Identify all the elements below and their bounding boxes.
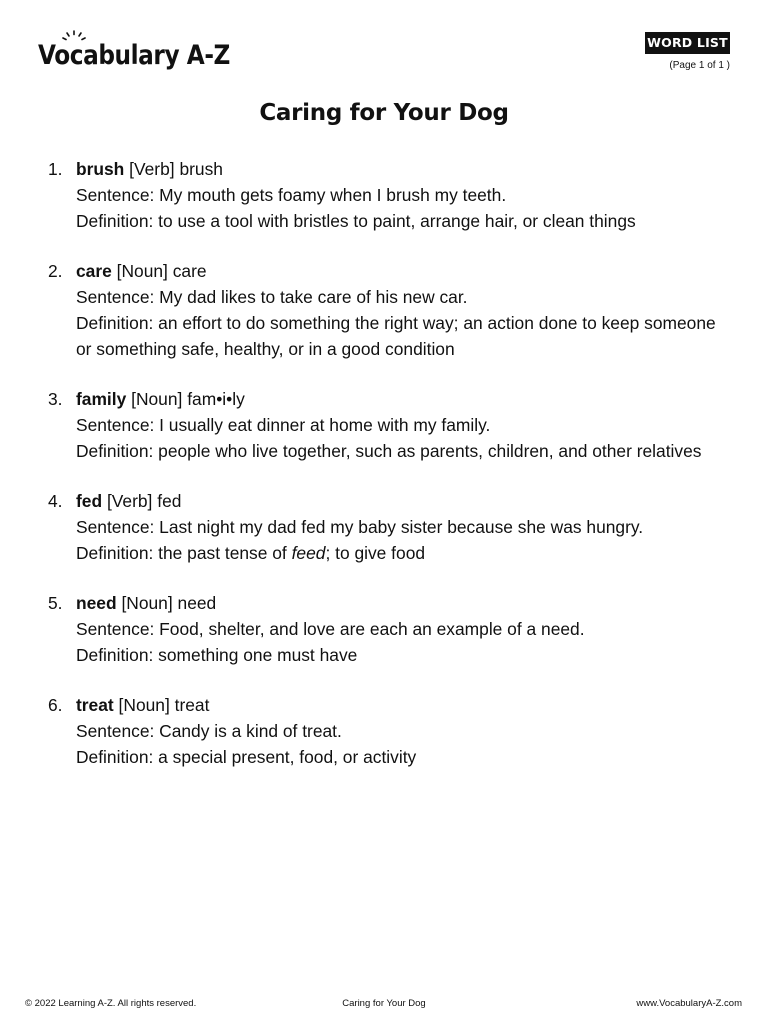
- definition-suffix: ; to give food: [325, 543, 426, 563]
- footer-website[interactable]: www.VocabularyA-Z.com: [636, 998, 742, 1009]
- entry-sentence: Sentence: Food, shelter, and love are each an example of a need.: [76, 619, 585, 639]
- footer-title: Caring for Your Dog: [342, 998, 426, 1009]
- entry-number: 1.: [48, 159, 63, 179]
- entry-sentence: Sentence: My dad likes to take care of his new car.: [76, 287, 468, 307]
- list-item: [48, 590, 728, 668]
- entry-definition: [76, 540, 728, 566]
- entry-term: treat: [76, 695, 114, 715]
- list-item: [48, 692, 728, 770]
- entry-syllables: care: [172, 261, 207, 281]
- definition-emphasis: feed: [291, 543, 326, 563]
- entry-sentence: Sentence: Candy is a kind of treat.: [76, 721, 342, 741]
- entry-definition: Definition: to use a tool with bristles to paint, arrange hair, or clean things: [76, 211, 636, 231]
- entry-definition: Definition: a special present, food, or activity: [76, 747, 417, 767]
- word-list-badge: WORD LIST: [645, 32, 730, 54]
- entry-definition: Definition: something one must have: [76, 645, 358, 665]
- entry-term: fed: [76, 491, 103, 511]
- entry-definition: Definition: an effort to do something the right way; an action done to keep someone or something safe, healthy, or in a good condition: [76, 313, 716, 359]
- entry-syllables: brush: [179, 159, 223, 179]
- entry-syllables: treat: [174, 695, 210, 715]
- entry-part-of-speech: [Noun]: [121, 593, 173, 613]
- entry-syllables: need: [177, 593, 217, 613]
- entry-part-of-speech: [Verb]: [106, 491, 153, 511]
- definition-prefix: Definition: the past tense of: [76, 543, 292, 563]
- entry-heading: [76, 156, 728, 182]
- entry-part-of-speech: [Verb]: [129, 159, 175, 179]
- entry-syllables: fam•i•ly: [187, 389, 245, 409]
- entry-term: brush: [76, 159, 125, 179]
- entry-number: 6.: [48, 695, 63, 715]
- page-title: Caring for Your Dog: [259, 100, 509, 126]
- entry-heading: [76, 258, 728, 284]
- entry-number: 2.: [48, 261, 63, 281]
- entry-number: 4.: [48, 491, 63, 511]
- logo-text: Vocabulary A-Z: [38, 40, 230, 71]
- entry-part-of-speech: [Noun]: [131, 389, 183, 409]
- entry-sentence: Sentence: I usually eat dinner at home with my family.: [76, 415, 491, 435]
- entry-part-of-speech: [Noun]: [118, 695, 170, 715]
- entry-heading: [76, 692, 728, 718]
- entry-heading: [76, 386, 728, 412]
- entry-heading: [76, 590, 728, 616]
- vocabulary-az-logo: [38, 34, 238, 84]
- list-item: [48, 156, 728, 234]
- entry-heading: [76, 488, 728, 514]
- entry-part-of-speech: [Noun]: [116, 261, 168, 281]
- entry-term: care: [76, 261, 112, 281]
- entry-definition: Definition: people who live together, such as parents, children, and other relatives: [76, 441, 702, 461]
- entry-term: need: [76, 593, 117, 613]
- entry-sentence: Sentence: Last night my dad fed my baby sister because she was hungry.: [76, 517, 644, 537]
- entry-number: 5.: [48, 593, 63, 613]
- list-item: [48, 488, 728, 566]
- entry-syllables: fed: [157, 491, 182, 511]
- entry-sentence: Sentence: My mouth gets foamy when I brush my teeth.: [76, 185, 507, 205]
- list-item: [48, 386, 728, 464]
- entry-number: 3.: [48, 389, 63, 409]
- page-indicator: (Page 1 of 1 ): [669, 60, 730, 71]
- footer-copyright: © 2022 Learning A-Z. All rights reserved.: [25, 998, 197, 1009]
- entry-term: family: [76, 389, 127, 409]
- word-list: [48, 156, 728, 794]
- list-item: [48, 258, 728, 362]
